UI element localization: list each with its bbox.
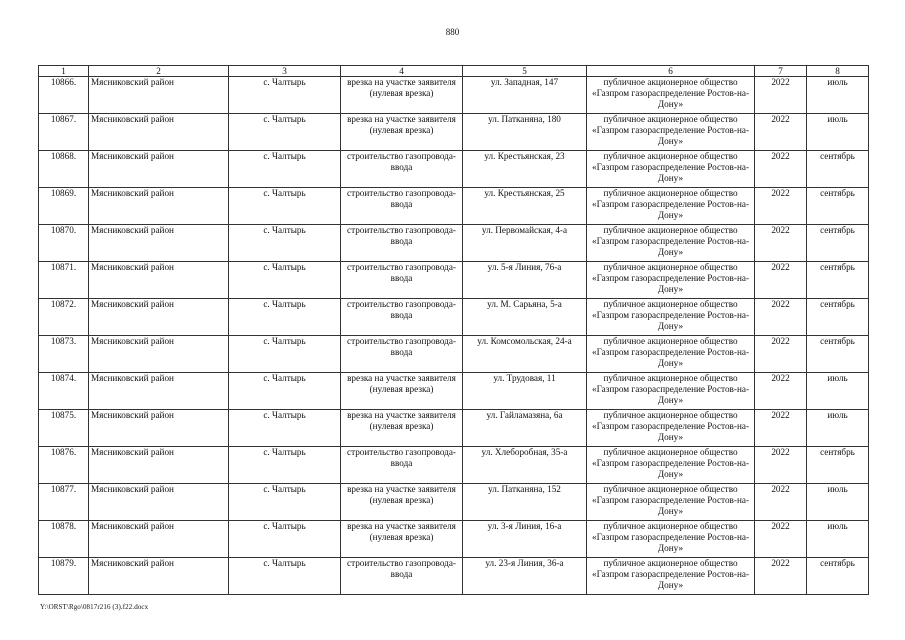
organization-cell: публичное акционерное общество «Газпром газораспределение Ростов-на-Дону» [587, 77, 755, 114]
table-row [39, 373, 869, 410]
work-type-cell: строительство газопровода-ввода [341, 262, 463, 299]
organization-cell: публичное акционерное общество «Газпром газораспределение Ростов-на-Дону» [587, 521, 755, 558]
table-row [39, 77, 869, 114]
address-cell: ул. Хлеборобная, 35-а [463, 447, 587, 484]
month-cell: сентябрь [807, 151, 869, 188]
month-cell: сентябрь [807, 336, 869, 373]
settlement-cell: с. Чалтырь [229, 484, 341, 521]
year-cell: 2022 [755, 188, 807, 225]
row-number-cell: 10870. [39, 225, 89, 262]
column-header: 4 [341, 66, 463, 77]
settlement-cell: с. Чалтырь [229, 188, 341, 225]
table-row [39, 410, 869, 447]
row-number-cell: 10872. [39, 299, 89, 336]
year-cell: 2022 [755, 114, 807, 151]
address-cell: ул. Первомайская, 4-а [463, 225, 587, 262]
settlement-cell: с. Чалтырь [229, 336, 341, 373]
work-type-cell: врезка на участке заявителя (нулевая врезка) [341, 114, 463, 151]
organization-cell: публичное акционерное общество «Газпром газораспределение Ростов-на-Дону» [587, 262, 755, 299]
year-cell: 2022 [755, 447, 807, 484]
month-cell: июль [807, 114, 869, 151]
settlement-cell: с. Чалтырь [229, 447, 341, 484]
row-number-cell: 10879. [39, 558, 89, 595]
month-cell: июль [807, 77, 869, 114]
work-type-cell: врезка на участке заявителя (нулевая врезка) [341, 410, 463, 447]
work-type-cell: строительство газопровода-ввода [341, 336, 463, 373]
month-cell: июль [807, 373, 869, 410]
table-row [39, 299, 869, 336]
row-number-cell: 10878. [39, 521, 89, 558]
row-number-cell: 10875. [39, 410, 89, 447]
month-cell: июль [807, 410, 869, 447]
work-type-cell: врезка на участке заявителя (нулевая врезка) [341, 373, 463, 410]
column-header: 2 [89, 66, 229, 77]
table-row [39, 484, 869, 521]
district-cell: Мясниковский район [89, 410, 229, 447]
year-cell: 2022 [755, 151, 807, 188]
month-cell: сентябрь [807, 447, 869, 484]
month-cell: июль [807, 521, 869, 558]
footer-file-path: Y:\ORST\Rgo\0817r216 (3).f22.docx [40, 603, 149, 611]
year-cell: 2022 [755, 373, 807, 410]
year-cell: 2022 [755, 225, 807, 262]
settlement-cell: с. Чалтырь [229, 114, 341, 151]
year-cell: 2022 [755, 262, 807, 299]
table-row [39, 188, 869, 225]
work-type-cell: строительство газопровода-ввода [341, 151, 463, 188]
row-number-cell: 10873. [39, 336, 89, 373]
work-type-cell: врезка на участке заявителя (нулевая врезка) [341, 77, 463, 114]
district-cell: Мясниковский район [89, 336, 229, 373]
year-cell: 2022 [755, 336, 807, 373]
header-row [39, 66, 869, 77]
work-type-cell: врезка на участке заявителя (нулевая врезка) [341, 484, 463, 521]
table-row [39, 558, 869, 595]
district-cell: Мясниковский район [89, 114, 229, 151]
month-cell: сентябрь [807, 188, 869, 225]
work-type-cell: строительство газопровода-ввода [341, 558, 463, 595]
organization-cell: публичное акционерное общество «Газпром газораспределение Ростов-на-Дону» [587, 484, 755, 521]
organization-cell: публичное акционерное общество «Газпром газораспределение Ростов-на-Дону» [587, 447, 755, 484]
address-cell: ул. Патканяна, 152 [463, 484, 587, 521]
address-cell: ул. М. Сарьяна, 5-а [463, 299, 587, 336]
district-cell: Мясниковский район [89, 558, 229, 595]
address-cell: ул. Крестьянская, 25 [463, 188, 587, 225]
row-number-cell: 10874. [39, 373, 89, 410]
organization-cell: публичное акционерное общество «Газпром газораспределение Ростов-на-Дону» [587, 151, 755, 188]
address-cell: ул. Патканяна, 180 [463, 114, 587, 151]
column-header: 8 [807, 66, 869, 77]
district-cell: Мясниковский район [89, 262, 229, 299]
month-cell: сентябрь [807, 225, 869, 262]
district-cell: Мясниковский район [89, 447, 229, 484]
work-type-cell: строительство газопровода-ввода [341, 299, 463, 336]
row-number-cell: 10866. [39, 77, 89, 114]
work-type-cell: строительство газопровода-ввода [341, 225, 463, 262]
settlement-cell: с. Чалтырь [229, 262, 341, 299]
table-body [39, 77, 869, 595]
district-cell: Мясниковский район [89, 373, 229, 410]
year-cell: 2022 [755, 299, 807, 336]
organization-cell: публичное акционерное общество «Газпром газораспределение Ростов-на-Дону» [587, 225, 755, 262]
address-cell: ул. Комсомольская, 24-а [463, 336, 587, 373]
row-number-cell: 10871. [39, 262, 89, 299]
year-cell: 2022 [755, 558, 807, 595]
row-number-cell: 10869. [39, 188, 89, 225]
settlement-cell: с. Чалтырь [229, 151, 341, 188]
district-cell: Мясниковский район [89, 225, 229, 262]
column-header: 6 [587, 66, 755, 77]
work-type-cell: строительство газопровода-ввода [341, 447, 463, 484]
column-header: 7 [755, 66, 807, 77]
organization-cell: публичное акционерное общество «Газпром газораспределение Ростов-на-Дону» [587, 410, 755, 447]
table-row [39, 151, 869, 188]
settlement-cell: с. Чалтырь [229, 410, 341, 447]
column-header: 5 [463, 66, 587, 77]
year-cell: 2022 [755, 484, 807, 521]
month-cell: сентябрь [807, 558, 869, 595]
year-cell: 2022 [755, 77, 807, 114]
settlement-cell: с. Чалтырь [229, 225, 341, 262]
district-cell: Мясниковский район [89, 77, 229, 114]
settlement-cell: с. Чалтырь [229, 558, 341, 595]
district-cell: Мясниковский район [89, 299, 229, 336]
district-cell: Мясниковский район [89, 188, 229, 225]
address-cell: ул. Крестьянская, 23 [463, 151, 587, 188]
table-row [39, 114, 869, 151]
row-number-cell: 10867. [39, 114, 89, 151]
table-row [39, 521, 869, 558]
address-cell: ул. 3-я Линия, 16-а [463, 521, 587, 558]
address-cell: ул. 5-я Линия, 76-а [463, 262, 587, 299]
organization-cell: публичное акционерное общество «Газпром газораспределение Ростов-на-Дону» [587, 188, 755, 225]
month-cell: сентябрь [807, 299, 869, 336]
settlement-cell: с. Чалтырь [229, 299, 341, 336]
page-number: 880 [445, 27, 460, 37]
settlement-cell: с. Чалтырь [229, 373, 341, 410]
organization-cell: публичное акционерное общество «Газпром газораспределение Ростов-на-Дону» [587, 558, 755, 595]
table-row [39, 262, 869, 299]
address-cell: ул. Гайламазяна, 6а [463, 410, 587, 447]
column-header: 3 [229, 66, 341, 77]
work-type-cell: врезка на участке заявителя (нулевая врезка) [341, 521, 463, 558]
address-cell: ул. 23-я Линия, 36-а [463, 558, 587, 595]
settlement-cell: с. Чалтырь [229, 77, 341, 114]
table-row [39, 225, 869, 262]
registry-table [38, 65, 869, 595]
column-header: 1 [39, 66, 89, 77]
organization-cell: публичное акционерное общество «Газпром газораспределение Ростов-на-Дону» [587, 114, 755, 151]
row-number-cell: 10877. [39, 484, 89, 521]
organization-cell: публичное акционерное общество «Газпром газораспределение Ростов-на-Дону» [587, 299, 755, 336]
work-type-cell: строительство газопровода-ввода [341, 188, 463, 225]
table-row [39, 447, 869, 484]
month-cell: июль [807, 484, 869, 521]
organization-cell: публичное акционерное общество «Газпром газораспределение Ростов-на-Дону» [587, 336, 755, 373]
district-cell: Мясниковский район [89, 484, 229, 521]
year-cell: 2022 [755, 521, 807, 558]
table-row [39, 336, 869, 373]
district-cell: Мясниковский район [89, 521, 229, 558]
row-number-cell: 10868. [39, 151, 89, 188]
address-cell: ул. Трудовая, 11 [463, 373, 587, 410]
row-number-cell: 10876. [39, 447, 89, 484]
organization-cell: публичное акционерное общество «Газпром газораспределение Ростов-на-Дону» [587, 373, 755, 410]
settlement-cell: с. Чалтырь [229, 521, 341, 558]
address-cell: ул. Западная, 147 [463, 77, 587, 114]
district-cell: Мясниковский район [89, 151, 229, 188]
year-cell: 2022 [755, 410, 807, 447]
month-cell: сентябрь [807, 262, 869, 299]
